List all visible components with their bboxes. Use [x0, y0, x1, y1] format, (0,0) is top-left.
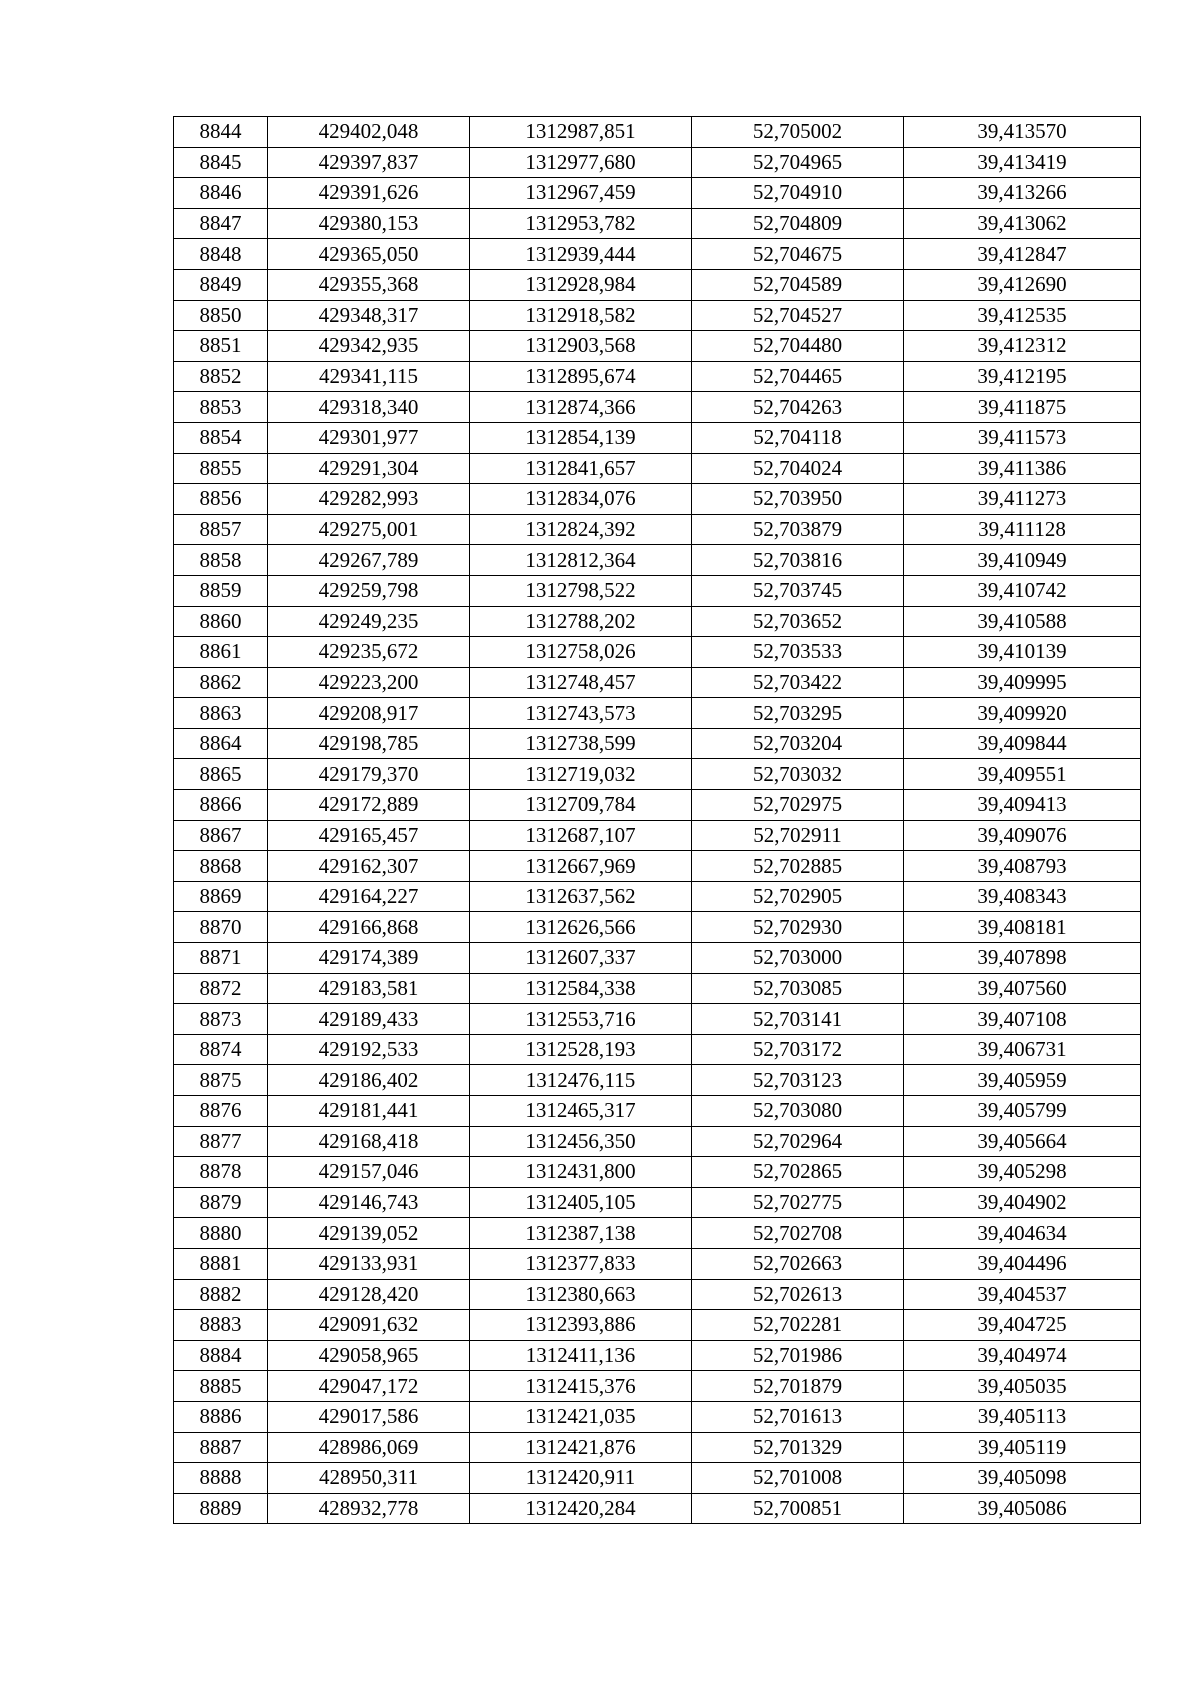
- table-row: [174, 1310, 1141, 1341]
- y-coordinate-cell: 1312874,366: [470, 392, 692, 423]
- x-coordinate-cell: 429291,304: [268, 453, 470, 484]
- latitude-cell: 52,704589: [692, 269, 904, 300]
- longitude-cell: 39,412535: [904, 300, 1141, 331]
- longitude-cell: 39,413419: [904, 147, 1141, 178]
- x-coordinate-cell: 429146,743: [268, 1187, 470, 1218]
- x-coordinate-cell: 429318,340: [268, 392, 470, 423]
- latitude-cell: 52,703950: [692, 484, 904, 515]
- y-coordinate-cell: 1312939,444: [470, 239, 692, 270]
- y-coordinate-cell: 1312709,784: [470, 790, 692, 821]
- table-row: [174, 575, 1141, 606]
- point-number-cell: 8847: [174, 208, 268, 239]
- x-coordinate-cell: 429355,368: [268, 269, 470, 300]
- y-coordinate-cell: 1312431,800: [470, 1157, 692, 1188]
- x-coordinate-cell: 429166,868: [268, 912, 470, 943]
- point-number-cell: 8860: [174, 606, 268, 637]
- x-coordinate-cell: 428932,778: [268, 1493, 470, 1524]
- x-coordinate-cell: 429165,457: [268, 820, 470, 851]
- longitude-cell: 39,407560: [904, 973, 1141, 1004]
- x-coordinate-cell: 429223,200: [268, 667, 470, 698]
- point-number-cell: 8885: [174, 1371, 268, 1402]
- longitude-cell: 39,413062: [904, 208, 1141, 239]
- table-row: [174, 667, 1141, 698]
- x-coordinate-cell: 429172,889: [268, 790, 470, 821]
- latitude-cell: 52,704024: [692, 453, 904, 484]
- table-row: [174, 698, 1141, 729]
- table-row: [174, 147, 1141, 178]
- table-row: [174, 881, 1141, 912]
- longitude-cell: 39,405119: [904, 1432, 1141, 1463]
- y-coordinate-cell: 1312415,376: [470, 1371, 692, 1402]
- latitude-cell: 52,703000: [692, 943, 904, 974]
- table-row: [174, 239, 1141, 270]
- latitude-cell: 52,704480: [692, 331, 904, 362]
- y-coordinate-cell: 1312476,115: [470, 1065, 692, 1096]
- point-number-cell: 8865: [174, 759, 268, 790]
- y-coordinate-cell: 1312928,984: [470, 269, 692, 300]
- latitude-cell: 52,703295: [692, 698, 904, 729]
- latitude-cell: 52,704263: [692, 392, 904, 423]
- x-coordinate-cell: 429267,789: [268, 545, 470, 576]
- x-coordinate-cell: 429189,433: [268, 1004, 470, 1035]
- longitude-cell: 39,408793: [904, 851, 1141, 882]
- latitude-cell: 52,703745: [692, 575, 904, 606]
- table-row: [174, 1065, 1141, 1096]
- longitude-cell: 39,409995: [904, 667, 1141, 698]
- table-row: [174, 178, 1141, 209]
- x-coordinate-cell: 429342,935: [268, 331, 470, 362]
- latitude-cell: 52,702975: [692, 790, 904, 821]
- longitude-cell: 39,411128: [904, 514, 1141, 545]
- point-number-cell: 8877: [174, 1126, 268, 1157]
- point-number-cell: 8879: [174, 1187, 268, 1218]
- table-row: [174, 361, 1141, 392]
- latitude-cell: 52,703172: [692, 1034, 904, 1065]
- latitude-cell: 52,703816: [692, 545, 904, 576]
- longitude-cell: 39,413570: [904, 117, 1141, 148]
- y-coordinate-cell: 1312456,350: [470, 1126, 692, 1157]
- x-coordinate-cell: 428986,069: [268, 1432, 470, 1463]
- x-coordinate-cell: 429341,115: [268, 361, 470, 392]
- point-number-cell: 8857: [174, 514, 268, 545]
- table-row: [174, 484, 1141, 515]
- table-row: [174, 1371, 1141, 1402]
- longitude-cell: 39,412690: [904, 269, 1141, 300]
- x-coordinate-cell: 429157,046: [268, 1157, 470, 1188]
- table-row: [174, 790, 1141, 821]
- longitude-cell: 39,412312: [904, 331, 1141, 362]
- longitude-cell: 39,407898: [904, 943, 1141, 974]
- latitude-cell: 52,702885: [692, 851, 904, 882]
- y-coordinate-cell: 1312977,680: [470, 147, 692, 178]
- latitude-cell: 52,704527: [692, 300, 904, 331]
- longitude-cell: 39,410742: [904, 575, 1141, 606]
- table-row: [174, 1034, 1141, 1065]
- point-number-cell: 8849: [174, 269, 268, 300]
- table-row: [174, 1004, 1141, 1035]
- y-coordinate-cell: 1312834,076: [470, 484, 692, 515]
- y-coordinate-cell: 1312420,911: [470, 1463, 692, 1494]
- table-row: [174, 820, 1141, 851]
- longitude-cell: 39,409920: [904, 698, 1141, 729]
- point-number-cell: 8863: [174, 698, 268, 729]
- longitude-cell: 39,412847: [904, 239, 1141, 270]
- y-coordinate-cell: 1312748,457: [470, 667, 692, 698]
- y-coordinate-cell: 1312421,035: [470, 1401, 692, 1432]
- latitude-cell: 52,702865: [692, 1157, 904, 1188]
- latitude-cell: 52,702911: [692, 820, 904, 851]
- x-coordinate-cell: 429380,153: [268, 208, 470, 239]
- table-row: [174, 1126, 1141, 1157]
- longitude-cell: 39,405664: [904, 1126, 1141, 1157]
- y-coordinate-cell: 1312987,851: [470, 117, 692, 148]
- table-row: [174, 117, 1141, 148]
- table-row: [174, 300, 1141, 331]
- point-number-cell: 8862: [174, 667, 268, 698]
- latitude-cell: 52,704118: [692, 422, 904, 453]
- latitude-cell: 52,702663: [692, 1248, 904, 1279]
- table-row: [174, 1157, 1141, 1188]
- x-coordinate-cell: 429198,785: [268, 728, 470, 759]
- point-number-cell: 8880: [174, 1218, 268, 1249]
- coordinates-table-body: [174, 117, 1141, 1524]
- x-coordinate-cell: 429139,052: [268, 1218, 470, 1249]
- longitude-cell: 39,407108: [904, 1004, 1141, 1035]
- table-row: [174, 1187, 1141, 1218]
- latitude-cell: 52,702775: [692, 1187, 904, 1218]
- y-coordinate-cell: 1312854,139: [470, 422, 692, 453]
- latitude-cell: 52,702613: [692, 1279, 904, 1310]
- y-coordinate-cell: 1312953,782: [470, 208, 692, 239]
- y-coordinate-cell: 1312903,568: [470, 331, 692, 362]
- point-number-cell: 8882: [174, 1279, 268, 1310]
- point-number-cell: 8883: [174, 1310, 268, 1341]
- x-coordinate-cell: 429183,581: [268, 973, 470, 1004]
- longitude-cell: 39,405098: [904, 1463, 1141, 1494]
- y-coordinate-cell: 1312465,317: [470, 1096, 692, 1127]
- y-coordinate-cell: 1312738,599: [470, 728, 692, 759]
- table-row: [174, 728, 1141, 759]
- latitude-cell: 52,704675: [692, 239, 904, 270]
- longitude-cell: 39,410949: [904, 545, 1141, 576]
- point-number-cell: 8853: [174, 392, 268, 423]
- table-row: [174, 1218, 1141, 1249]
- y-coordinate-cell: 1312528,193: [470, 1034, 692, 1065]
- longitude-cell: 39,412195: [904, 361, 1141, 392]
- x-coordinate-cell: 429181,441: [268, 1096, 470, 1127]
- table-row: [174, 392, 1141, 423]
- latitude-cell: 52,703879: [692, 514, 904, 545]
- latitude-cell: 52,701613: [692, 1401, 904, 1432]
- point-number-cell: 8858: [174, 545, 268, 576]
- table-row: [174, 1463, 1141, 1494]
- y-coordinate-cell: 1312393,886: [470, 1310, 692, 1341]
- table-row: [174, 912, 1141, 943]
- y-coordinate-cell: 1312405,105: [470, 1187, 692, 1218]
- point-number-cell: 8871: [174, 943, 268, 974]
- x-coordinate-cell: 429174,389: [268, 943, 470, 974]
- y-coordinate-cell: 1312687,107: [470, 820, 692, 851]
- x-coordinate-cell: 429047,172: [268, 1371, 470, 1402]
- table-row: [174, 637, 1141, 668]
- point-number-cell: 8864: [174, 728, 268, 759]
- table-row: [174, 943, 1141, 974]
- latitude-cell: 52,701986: [692, 1340, 904, 1371]
- y-coordinate-cell: 1312667,969: [470, 851, 692, 882]
- coordinates-table: [173, 116, 1141, 1524]
- x-coordinate-cell: 429164,227: [268, 881, 470, 912]
- y-coordinate-cell: 1312607,337: [470, 943, 692, 974]
- point-number-cell: 8870: [174, 912, 268, 943]
- longitude-cell: 39,408343: [904, 881, 1141, 912]
- table-row: [174, 514, 1141, 545]
- longitude-cell: 39,410139: [904, 637, 1141, 668]
- latitude-cell: 52,703533: [692, 637, 904, 668]
- latitude-cell: 52,704465: [692, 361, 904, 392]
- point-number-cell: 8889: [174, 1493, 268, 1524]
- longitude-cell: 39,411573: [904, 422, 1141, 453]
- point-number-cell: 8845: [174, 147, 268, 178]
- point-number-cell: 8867: [174, 820, 268, 851]
- point-number-cell: 8850: [174, 300, 268, 331]
- point-number-cell: 8859: [174, 575, 268, 606]
- latitude-cell: 52,702708: [692, 1218, 904, 1249]
- y-coordinate-cell: 1312553,716: [470, 1004, 692, 1035]
- table-row: [174, 269, 1141, 300]
- longitude-cell: 39,409844: [904, 728, 1141, 759]
- y-coordinate-cell: 1312967,459: [470, 178, 692, 209]
- point-number-cell: 8875: [174, 1065, 268, 1096]
- longitude-cell: 39,411273: [904, 484, 1141, 515]
- longitude-cell: 39,405799: [904, 1096, 1141, 1127]
- latitude-cell: 52,701008: [692, 1463, 904, 1494]
- latitude-cell: 52,703085: [692, 973, 904, 1004]
- longitude-cell: 39,413266: [904, 178, 1141, 209]
- longitude-cell: 39,405086: [904, 1493, 1141, 1524]
- point-number-cell: 8881: [174, 1248, 268, 1279]
- longitude-cell: 39,404537: [904, 1279, 1141, 1310]
- y-coordinate-cell: 1312637,562: [470, 881, 692, 912]
- latitude-cell: 52,701879: [692, 1371, 904, 1402]
- point-number-cell: 8846: [174, 178, 268, 209]
- x-coordinate-cell: 429397,837: [268, 147, 470, 178]
- x-coordinate-cell: 429282,993: [268, 484, 470, 515]
- y-coordinate-cell: 1312411,136: [470, 1340, 692, 1371]
- point-number-cell: 8866: [174, 790, 268, 821]
- point-number-cell: 8884: [174, 1340, 268, 1371]
- longitude-cell: 39,404902: [904, 1187, 1141, 1218]
- latitude-cell: 52,700851: [692, 1493, 904, 1524]
- latitude-cell: 52,704809: [692, 208, 904, 239]
- y-coordinate-cell: 1312758,026: [470, 637, 692, 668]
- point-number-cell: 8844: [174, 117, 268, 148]
- x-coordinate-cell: 429348,317: [268, 300, 470, 331]
- x-coordinate-cell: 429168,418: [268, 1126, 470, 1157]
- latitude-cell: 52,703123: [692, 1065, 904, 1096]
- latitude-cell: 52,703204: [692, 728, 904, 759]
- table-row: [174, 851, 1141, 882]
- point-number-cell: 8888: [174, 1463, 268, 1494]
- table-row: [174, 606, 1141, 637]
- longitude-cell: 39,404634: [904, 1218, 1141, 1249]
- y-coordinate-cell: 1312918,582: [470, 300, 692, 331]
- latitude-cell: 52,701329: [692, 1432, 904, 1463]
- longitude-cell: 39,411386: [904, 453, 1141, 484]
- longitude-cell: 39,405113: [904, 1401, 1141, 1432]
- point-number-cell: 8869: [174, 881, 268, 912]
- x-coordinate-cell: 429235,672: [268, 637, 470, 668]
- point-number-cell: 8861: [174, 637, 268, 668]
- latitude-cell: 52,704910: [692, 178, 904, 209]
- table-row: [174, 331, 1141, 362]
- y-coordinate-cell: 1312798,522: [470, 575, 692, 606]
- point-number-cell: 8848: [174, 239, 268, 270]
- longitude-cell: 39,411875: [904, 392, 1141, 423]
- table-row: [174, 1096, 1141, 1127]
- longitude-cell: 39,409076: [904, 820, 1141, 851]
- y-coordinate-cell: 1312812,364: [470, 545, 692, 576]
- x-coordinate-cell: 429128,420: [268, 1279, 470, 1310]
- latitude-cell: 52,703080: [692, 1096, 904, 1127]
- table-row: [174, 1432, 1141, 1463]
- point-number-cell: 8876: [174, 1096, 268, 1127]
- table-row: [174, 208, 1141, 239]
- table-row: [174, 1493, 1141, 1524]
- y-coordinate-cell: 1312387,138: [470, 1218, 692, 1249]
- y-coordinate-cell: 1312824,392: [470, 514, 692, 545]
- x-coordinate-cell: 429133,931: [268, 1248, 470, 1279]
- latitude-cell: 52,702964: [692, 1126, 904, 1157]
- x-coordinate-cell: 429091,632: [268, 1310, 470, 1341]
- x-coordinate-cell: 429186,402: [268, 1065, 470, 1096]
- point-number-cell: 8852: [174, 361, 268, 392]
- point-number-cell: 8856: [174, 484, 268, 515]
- table-row: [174, 422, 1141, 453]
- latitude-cell: 52,703422: [692, 667, 904, 698]
- y-coordinate-cell: 1312743,573: [470, 698, 692, 729]
- longitude-cell: 39,404974: [904, 1340, 1141, 1371]
- point-number-cell: 8873: [174, 1004, 268, 1035]
- table-row: [174, 973, 1141, 1004]
- x-coordinate-cell: 429249,235: [268, 606, 470, 637]
- point-number-cell: 8855: [174, 453, 268, 484]
- longitude-cell: 39,408181: [904, 912, 1141, 943]
- longitude-cell: 39,404496: [904, 1248, 1141, 1279]
- latitude-cell: 52,702281: [692, 1310, 904, 1341]
- table-row: [174, 1279, 1141, 1310]
- table-row: [174, 545, 1141, 576]
- point-number-cell: 8887: [174, 1432, 268, 1463]
- longitude-cell: 39,404725: [904, 1310, 1141, 1341]
- x-coordinate-cell: 429301,977: [268, 422, 470, 453]
- longitude-cell: 39,409551: [904, 759, 1141, 790]
- latitude-cell: 52,705002: [692, 117, 904, 148]
- point-number-cell: 8868: [174, 851, 268, 882]
- longitude-cell: 39,409413: [904, 790, 1141, 821]
- y-coordinate-cell: 1312719,032: [470, 759, 692, 790]
- table-row: [174, 1248, 1141, 1279]
- x-coordinate-cell: 428950,311: [268, 1463, 470, 1494]
- latitude-cell: 52,703652: [692, 606, 904, 637]
- x-coordinate-cell: 429275,001: [268, 514, 470, 545]
- y-coordinate-cell: 1312420,284: [470, 1493, 692, 1524]
- point-number-cell: 8886: [174, 1401, 268, 1432]
- point-number-cell: 8872: [174, 973, 268, 1004]
- y-coordinate-cell: 1312421,876: [470, 1432, 692, 1463]
- x-coordinate-cell: 429162,307: [268, 851, 470, 882]
- x-coordinate-cell: 429391,626: [268, 178, 470, 209]
- y-coordinate-cell: 1312895,674: [470, 361, 692, 392]
- table-row: [174, 1401, 1141, 1432]
- y-coordinate-cell: 1312380,663: [470, 1279, 692, 1310]
- x-coordinate-cell: 429179,370: [268, 759, 470, 790]
- y-coordinate-cell: 1312788,202: [470, 606, 692, 637]
- latitude-cell: 52,702930: [692, 912, 904, 943]
- x-coordinate-cell: 429058,965: [268, 1340, 470, 1371]
- latitude-cell: 52,703141: [692, 1004, 904, 1035]
- latitude-cell: 52,704965: [692, 147, 904, 178]
- longitude-cell: 39,410588: [904, 606, 1141, 637]
- longitude-cell: 39,406731: [904, 1034, 1141, 1065]
- point-number-cell: 8878: [174, 1157, 268, 1188]
- x-coordinate-cell: 429259,798: [268, 575, 470, 606]
- longitude-cell: 39,405298: [904, 1157, 1141, 1188]
- point-number-cell: 8874: [174, 1034, 268, 1065]
- table-row: [174, 1340, 1141, 1371]
- longitude-cell: 39,405035: [904, 1371, 1141, 1402]
- x-coordinate-cell: 429402,048: [268, 117, 470, 148]
- x-coordinate-cell: 429192,533: [268, 1034, 470, 1065]
- table-row: [174, 453, 1141, 484]
- y-coordinate-cell: 1312626,566: [470, 912, 692, 943]
- x-coordinate-cell: 429208,917: [268, 698, 470, 729]
- y-coordinate-cell: 1312377,833: [470, 1248, 692, 1279]
- longitude-cell: 39,405959: [904, 1065, 1141, 1096]
- latitude-cell: 52,702905: [692, 881, 904, 912]
- x-coordinate-cell: 429365,050: [268, 239, 470, 270]
- point-number-cell: 8851: [174, 331, 268, 362]
- y-coordinate-cell: 1312841,657: [470, 453, 692, 484]
- latitude-cell: 52,703032: [692, 759, 904, 790]
- y-coordinate-cell: 1312584,338: [470, 973, 692, 1004]
- x-coordinate-cell: 429017,586: [268, 1401, 470, 1432]
- point-number-cell: 8854: [174, 422, 268, 453]
- table-row: [174, 759, 1141, 790]
